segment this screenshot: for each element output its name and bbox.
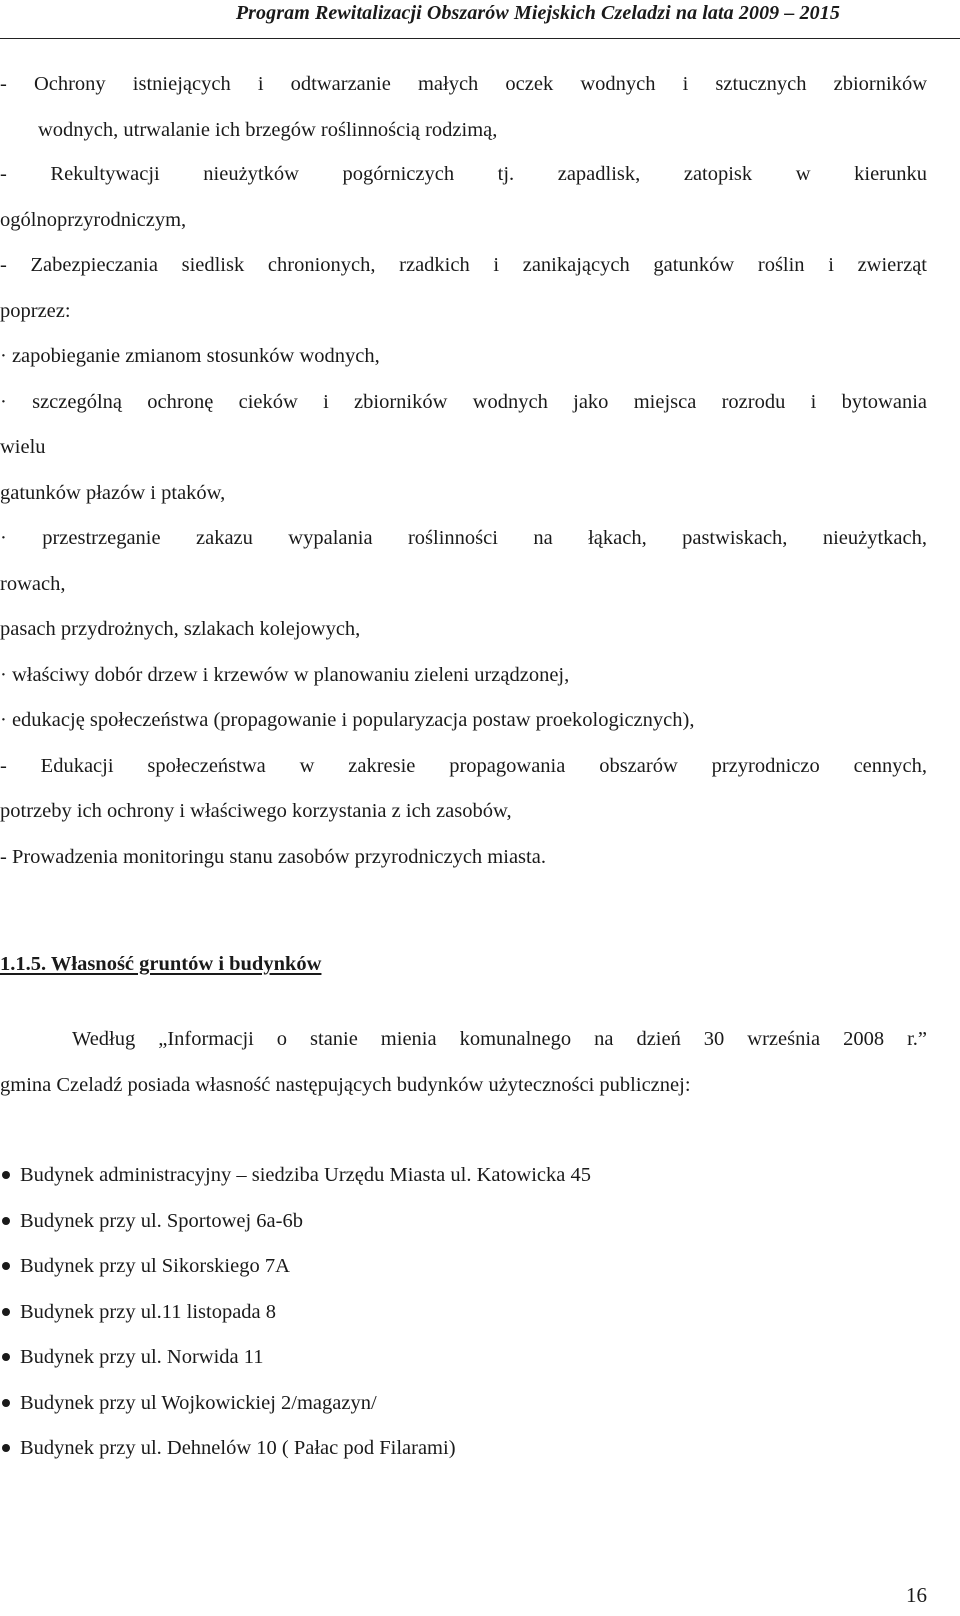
- paragraph-line: · właściwy dobór drzew i krzewów w planowaniu zieleni urządzonej,: [0, 664, 570, 686]
- bullet-icon: [2, 1444, 10, 1452]
- bullet-icon: [2, 1353, 10, 1361]
- paragraph-line: gatunków płazów i ptaków,: [0, 482, 226, 504]
- section-intro-line: Według „Informacji o stanie mienia komunalnego na dzień 30 września 2008 r.”: [72, 1028, 927, 1050]
- bullet-icon: [2, 1171, 10, 1179]
- paragraph-line: · szczególną ochronę cieków i zbiorników wodnych jako miejsca rozrodu i bytowania: [0, 391, 927, 413]
- list-item-text: Budynek przy ul Wojkowickiej 2/magazyn/: [20, 1392, 377, 1414]
- list-item-text: Budynek przy ul. Norwida 11: [20, 1346, 264, 1368]
- paragraph-line: · przestrzeganie zakazu wypalania roślinności na łąkach, pastwiskach, nieużytkach,: [0, 527, 927, 549]
- list-item-text: Budynek przy ul. Dehnelów 10 ( Pałac pod Filarami): [20, 1437, 456, 1459]
- list-item-text: Budynek administracyjny – siedziba Urzędu Miasta ul. Katowicka 45: [20, 1164, 592, 1186]
- paragraph-line: ogólnoprzyrodniczym,: [0, 209, 187, 231]
- paragraph-line: poprzez:: [0, 300, 71, 322]
- paragraph-line: potrzeby ich ochrony i właściwego korzystania z ich zasobów,: [0, 800, 512, 822]
- bullet-icon: [2, 1262, 10, 1270]
- list-item-text: Budynek przy ul.11 listopada 8: [20, 1301, 277, 1323]
- page-number: 16: [906, 1583, 927, 1607]
- paragraph-line: · edukację społeczeństwa (propagowanie i popularyzacja postaw proekologicznych),: [0, 709, 695, 731]
- list-item-text: Budynek przy ul. Sportowej 6a-6b: [20, 1210, 303, 1232]
- list-item-text: Budynek przy ul Sikorskiego 7A: [20, 1255, 290, 1277]
- bullet-icon: [2, 1217, 10, 1225]
- paragraph-line: rowach,: [0, 573, 66, 595]
- paragraph-line: - Zabezpieczania siedlisk chronionych, rzadkich i zanikających gatunków roślin i zwierząt: [0, 254, 927, 276]
- paragraph-line: · zapobieganie zmianom stosunków wodnych,: [0, 345, 380, 367]
- paragraph-line: - Ochrony istniejących i odtwarzanie małych oczek wodnych i sztucznych zbiorników: [0, 73, 927, 95]
- section-intro-line: gmina Czeladź posiada własność następujących budynków użyteczności publicznej:: [0, 1074, 691, 1096]
- page-header: [0, 0, 960, 39]
- paragraph-line: wielu: [0, 436, 46, 458]
- paragraph-line: pasach przydrożnych, szlakach kolejowych,: [0, 618, 361, 640]
- document-title: Program Rewitalizacji Obszarów Miejskich Czeladzi na lata 2009 – 2015: [235, 2, 840, 24]
- paragraph-line: - Prowadzenia monitoringu stanu zasobów przyrodniczych miasta.: [0, 846, 546, 868]
- paragraph-line: wodnych, utrwalanie ich brzegów roślinnością rodzimą,: [38, 119, 498, 141]
- bullet-icon: [2, 1308, 10, 1316]
- bullet-icon: [2, 1399, 10, 1407]
- paragraph-line: - Rekultywacji nieużytków pogórniczych tj. zapadlisk, zatopisk w kierunku: [0, 163, 927, 185]
- paragraph-line: - Edukacji społeczeństwa w zakresie propagowania obszarów przyrodniczo cennych,: [0, 755, 927, 777]
- section-heading: 1.1.5. Własność gruntów i budynków: [0, 953, 322, 975]
